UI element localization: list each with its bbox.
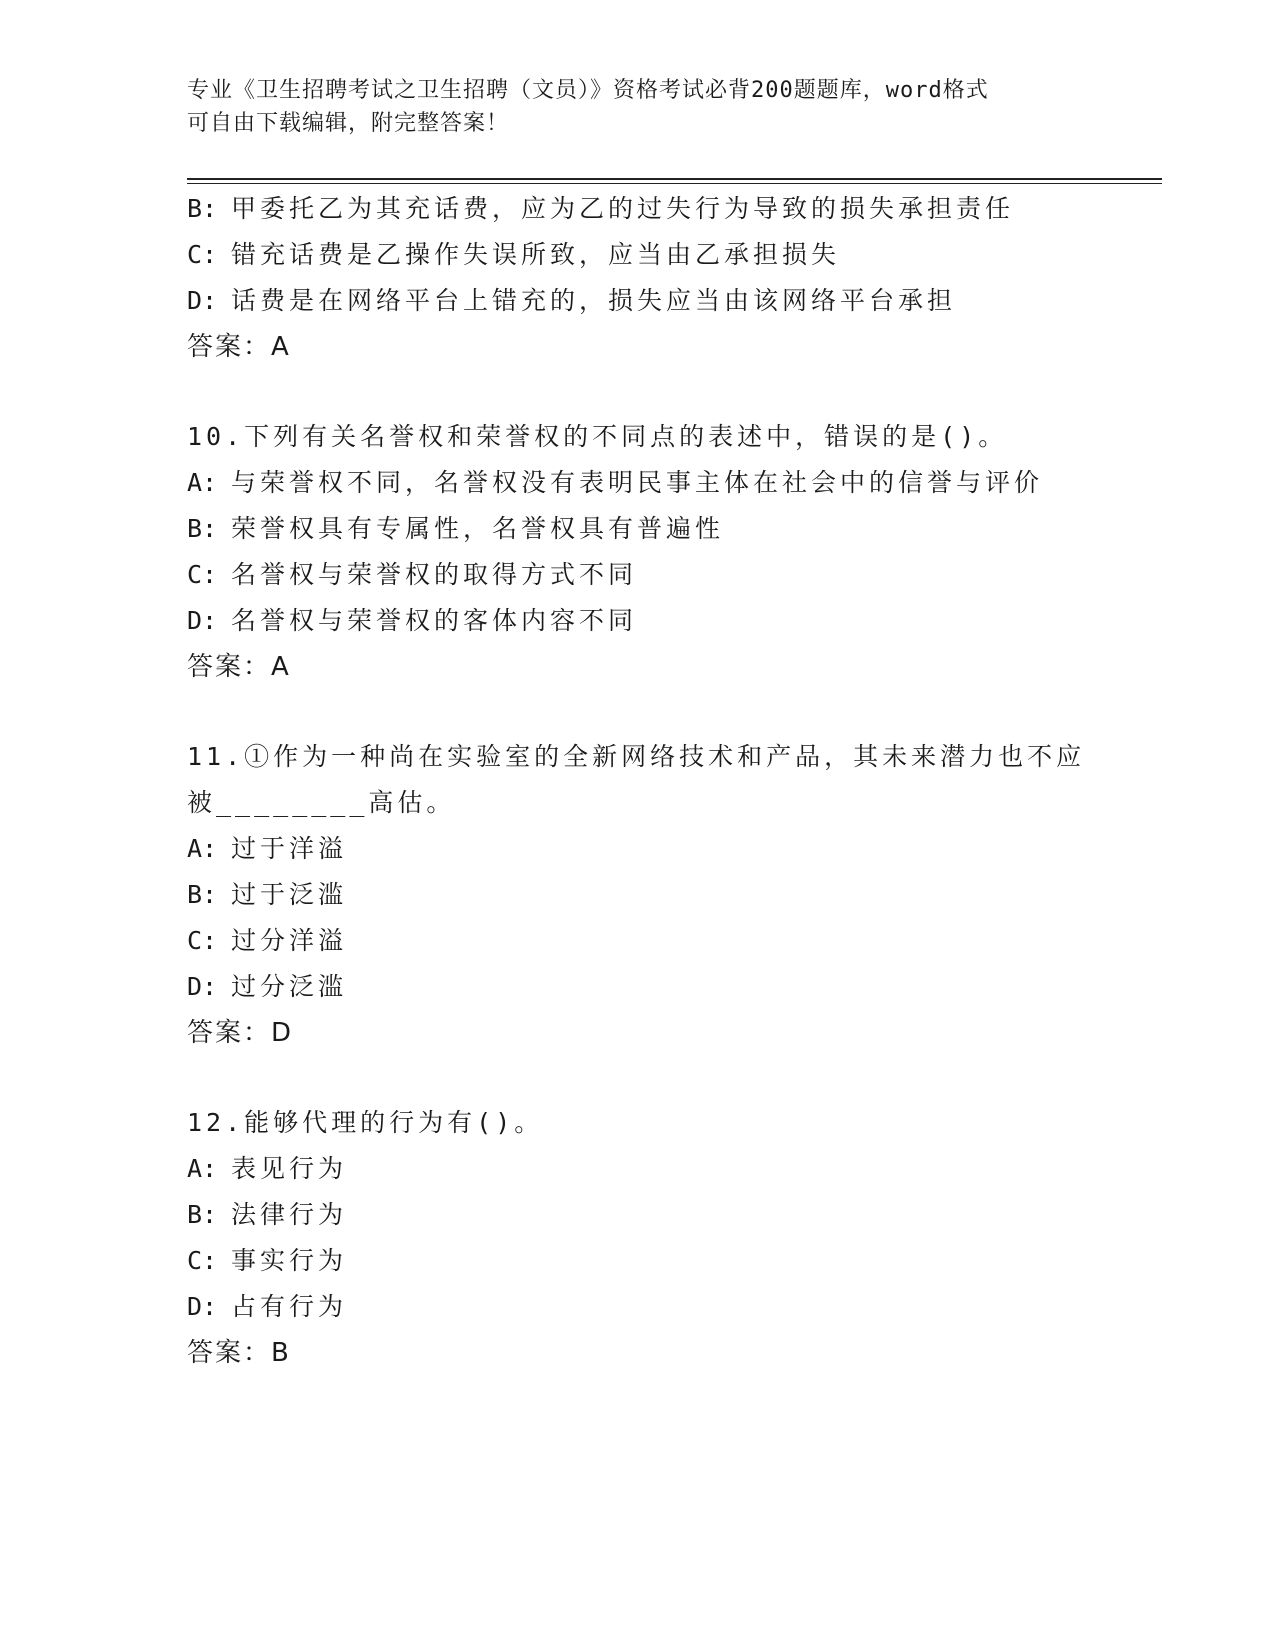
header-title-line2: 可自由下载编辑，附完整答案！ xyxy=(187,111,510,136)
option-b: B: 甲委托乙为其充话费，应为乙的过失行为导致的损失承担责任 xyxy=(187,194,1015,223)
answer-line: 答案：D xyxy=(187,1018,294,1048)
header-divider-thin xyxy=(187,183,1162,184)
answer-line: 答案：A xyxy=(187,332,291,362)
header-title-line1: 专业《卫生招聘考试之卫生招聘（文员）》资格考试必背200题题库，word格式 xyxy=(187,78,989,103)
option-b: B: 荣誉权具有专属性，名誉权具有普遍性 xyxy=(187,514,725,543)
question-list xyxy=(187,186,1162,1376)
option-a: A: 表见行为 xyxy=(187,1154,348,1183)
option-c: C: 错充话费是乙操作失误所致，应当由乙承担损失 xyxy=(187,240,841,269)
option-d: D: 过分泛滥 xyxy=(187,972,348,1001)
document-header xyxy=(187,74,1087,140)
question-9-tail xyxy=(187,186,1162,370)
answer-line: 答案：B xyxy=(187,1338,291,1368)
question-stem: 10.下列有关名誉权和荣誉权的不同点的表述中，错误的是()。 xyxy=(187,422,1008,451)
header-divider-thick xyxy=(187,178,1162,180)
question-stem: 12.能够代理的行为有()。 xyxy=(187,1108,544,1137)
question-12 xyxy=(187,1100,1162,1376)
option-d: D: 占有行为 xyxy=(187,1292,348,1321)
option-a: A: 过于洋溢 xyxy=(187,834,348,863)
option-d: D: 名誉权与荣誉权的客体内容不同 xyxy=(187,606,638,635)
question-stem-line1: 11.①作为一种尚在实验室的全新网络技术和产品，其未来潜力也不应 xyxy=(187,742,1086,771)
option-a: A: 与荣誉权不同，名誉权没有表明民事主体在社会中的信誉与评价 xyxy=(187,468,1044,497)
option-c: C: 事实行为 xyxy=(187,1246,348,1275)
option-b: B: 法律行为 xyxy=(187,1200,348,1229)
option-d: D: 话费是在网络平台上错充的，损失应当由该网络平台承担 xyxy=(187,286,957,315)
question-stem-line2: 被________高估。 xyxy=(187,788,456,817)
answer-line: 答案：A xyxy=(187,652,291,682)
option-b: B: 过于泛滥 xyxy=(187,880,348,909)
question-10 xyxy=(187,414,1162,690)
question-11 xyxy=(187,734,1162,1056)
option-c: C: 过分洋溢 xyxy=(187,926,348,955)
option-c: C: 名誉权与荣誉权的取得方式不同 xyxy=(187,560,638,589)
